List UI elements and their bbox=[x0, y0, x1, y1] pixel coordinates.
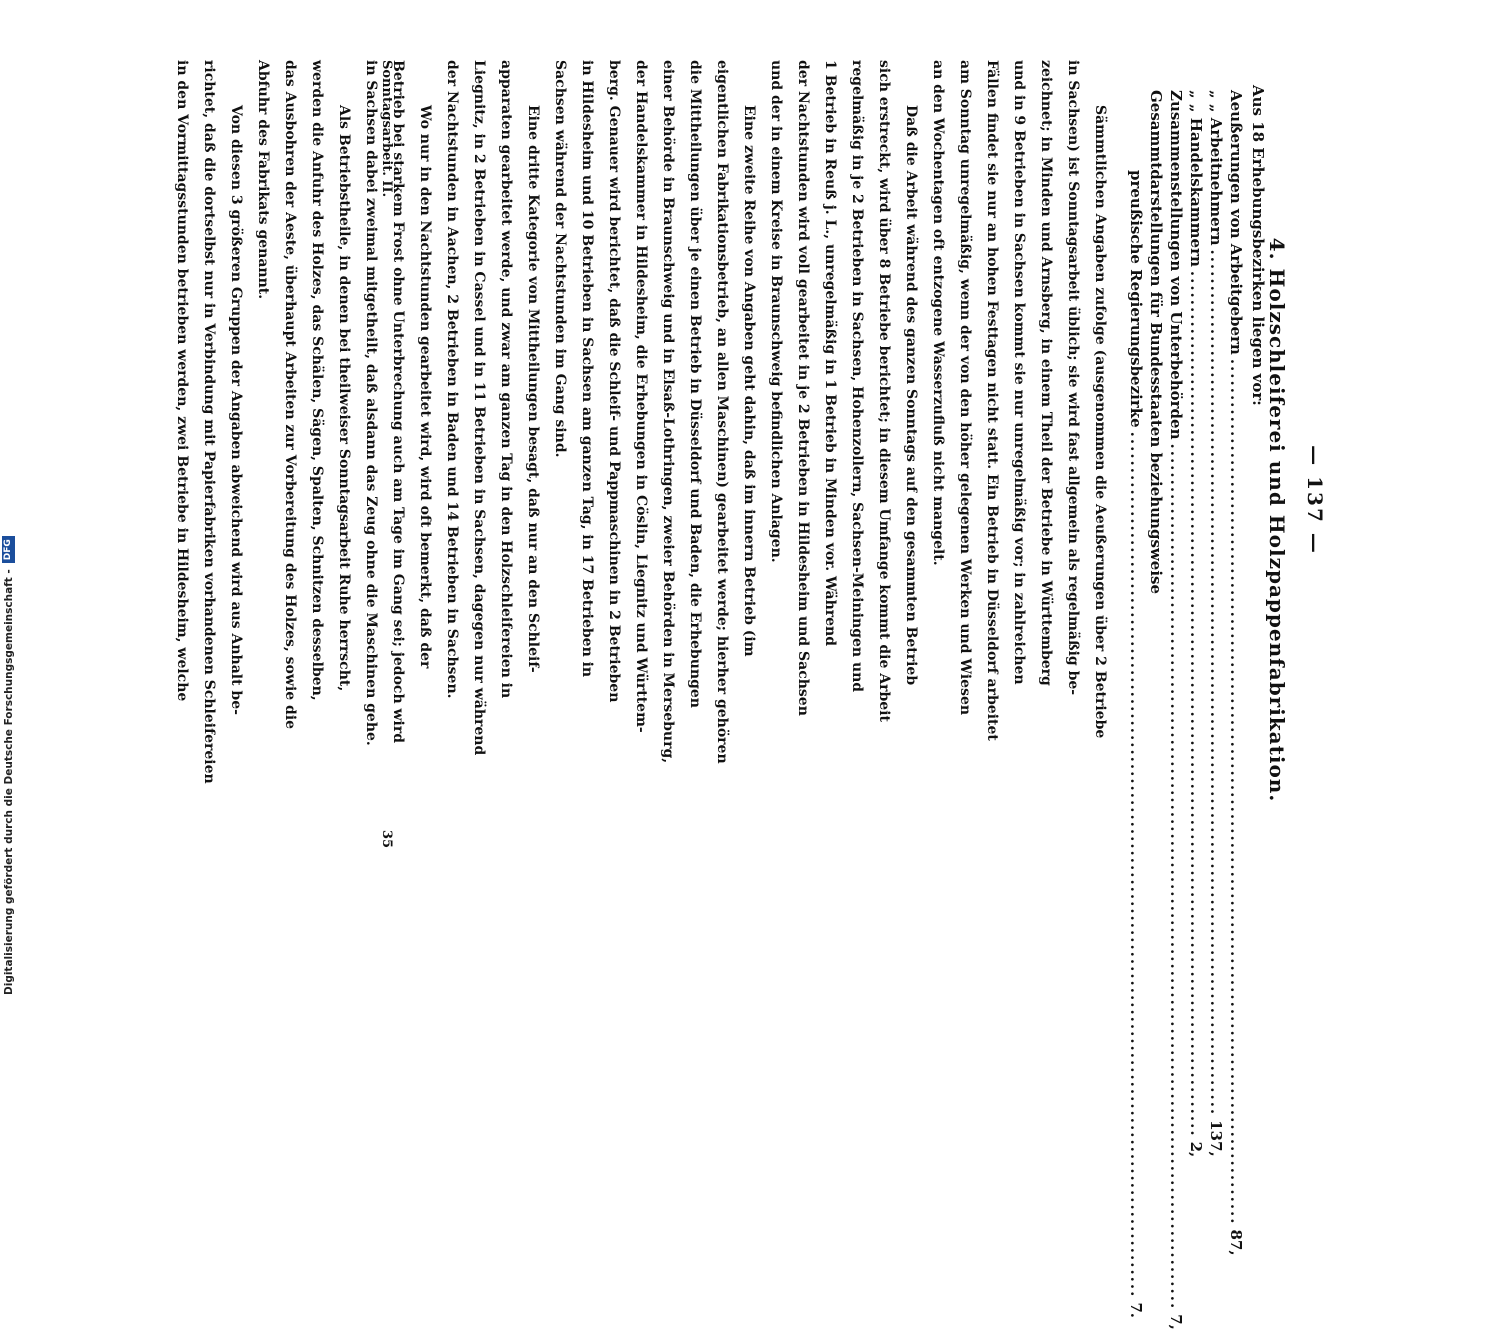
stat-label: „ „ Handelskammern bbox=[1187, 90, 1205, 267]
paragraph bbox=[438, 60, 546, 1005]
text-line: zeichnet; in Minden und Arnsberg, in einem Theil der Betriebe in Württemberg bbox=[1038, 60, 1054, 686]
footer-sheet-number: 35 bbox=[379, 830, 394, 849]
stat-label: „ „ Arbeitnehmern bbox=[1207, 90, 1225, 246]
page-number: — 137 — bbox=[1303, 445, 1327, 555]
text-line: Eine dritte Kategorie von Mittheilungen besagt, daß nur an den Schleif- bbox=[525, 105, 541, 673]
paragraph bbox=[249, 60, 357, 1005]
text-line: das Ausbohren der Aeste, überhaupt Arbeiten zur Vorbereitung des Holzes, sowie die bbox=[282, 60, 298, 730]
text-line: Abfuhr des Fabrikats genannt. bbox=[255, 60, 271, 300]
leader-dots: ........................................................................................................................ bbox=[1167, 443, 1185, 1311]
leader-dots: ........................................................................................................................ bbox=[1127, 431, 1145, 1299]
stat-row bbox=[1183, 90, 1205, 1158]
text-line: Als Betriebstheile, in denen bei theilweiser Sonntagsarbeit Ruhe herrscht, bbox=[336, 105, 352, 692]
text-line: in Sachsen dabei zweimal mitgetheilt, daß alsdann das Zeug ohne die Maschinen gehe. bbox=[363, 60, 379, 746]
scanned-page bbox=[0, 30, 1345, 1330]
leader-dots: ........................................................................................................................ bbox=[1187, 270, 1205, 1138]
paragraph bbox=[924, 60, 1113, 1005]
leader-dots: ........................................................................................................................ bbox=[1207, 249, 1225, 1117]
text-line: sich erstreckt, wird über 8 Betriebe berichtet; in diesem Umfange kommt die Arbeit bbox=[876, 60, 892, 722]
text-line: richtet, daß die dortselbst nur in Verbindung mit Papierfabriken vorhandenen Schleifereien bbox=[201, 60, 217, 784]
text-line: der Nachtstunden wird voll gearbeitet in je 2 Betrieben in Hildesheim und Sachsen bbox=[795, 60, 811, 716]
text-line: einer Behörde in Braunschweig und in Elsaß-Lothringen, zweier Behörden in Merseburg, bbox=[660, 60, 676, 764]
text-line: in Sachsen) ist Sonntagsarbeit üblich; sie wird fast allgemein als regelmäßig be- bbox=[1065, 60, 1081, 696]
text-line: der Handelskammer in Hildesheim, die Erhebungen in Cöslin, Liegnitz und Württem- bbox=[633, 60, 649, 733]
stat-row bbox=[1163, 90, 1185, 1330]
paragraph bbox=[168, 60, 249, 1005]
stat-row bbox=[1223, 90, 1245, 1256]
text-line: und der in einem Kreise in Braunschweig befindlichen Anlagen. bbox=[768, 60, 784, 563]
text-line: Liegnitz, in 2 Betrieben in Cassel und in 11 Betrieben in Sachsen, dagegen nur während bbox=[471, 60, 487, 756]
paragraph bbox=[357, 60, 438, 1005]
text-line: Betrieb bei starkem Frost ohne Unterbrechung auch am Tage im Gang sei; jedoch wird bbox=[390, 60, 406, 744]
intro-line: Aus 18 Erhebungsbezirken liegen vor: bbox=[1249, 85, 1267, 406]
stat-row bbox=[1203, 90, 1225, 1157]
stat-label: Aeußerungen von Arbeitgebern bbox=[1227, 90, 1245, 355]
stat-value: 87, bbox=[1227, 1229, 1245, 1256]
stat-value: 7. bbox=[1127, 1302, 1145, 1319]
text-line: regelmäßig in je 2 Betrieben in Sachsen, Hohenzollern, Sachsen-Meiningen und bbox=[849, 60, 865, 693]
text-line: Von diesen 3 größeren Gruppen der Angaben abweichend wird aus Anhalt be- bbox=[228, 105, 244, 715]
text-line: werden die Anfuhr des Holzes, das Schälen, Sägen, Spalten, Schnitzen desselben, bbox=[309, 60, 325, 701]
text-line: Daß die Arbeit während des ganzen Sonntags auf den gesammten Betrieb bbox=[903, 105, 919, 686]
text-line: 1 Betrieb in Reuß j. L., unregelmäßig in 1 Betrieb in Minden vor. Während bbox=[822, 60, 838, 647]
stat-value: 137, bbox=[1207, 1120, 1225, 1157]
stat-row bbox=[1143, 90, 1163, 830]
text-line: in den Vormittagsstunden betrieben werden, zwei Betriebe in Hildesheim, welche bbox=[174, 60, 190, 702]
stat-label: Gesammtdarstellungen für Bundesstaaten beziehungsweise bbox=[1147, 90, 1165, 595]
text-line: apparaten gearbeitet werde, und zwar am ganzen Tag in den Holzschleifereien in bbox=[498, 60, 514, 699]
stat-value: 2, bbox=[1187, 1141, 1205, 1158]
digitization-credit bbox=[2, 536, 15, 995]
text-line: Sämmtlichen Angaben zufolge (ausgenommen die Aeußerungen über 2 Betriebe bbox=[1092, 105, 1108, 739]
text-line: und in 9 Betrieben in Sachsen kommt sie nur unregelmäßig vor; in zahlreichen bbox=[1011, 60, 1027, 685]
text-line: an den Wochentagen oft entzogene Wasserzufluß nicht mangelt. bbox=[930, 60, 946, 566]
text-line: Sachsen während der Nachtstunden im Gang sind. bbox=[552, 60, 568, 458]
text-line: Fällen findet sie nur an hohen Festtagen nicht statt. Ein Betrieb in Düsseldorf arbeitet bbox=[984, 60, 1000, 741]
dfg-logo: DFG bbox=[2, 536, 15, 563]
leader-dots: ........................................................................................................................ bbox=[1227, 358, 1245, 1226]
text-line: am Sonntag unregelmäßig, wenn der von den höher gelegenen Werken und Wiesen bbox=[957, 60, 973, 716]
paragraph bbox=[546, 60, 762, 1005]
text-line: eigentlichen Fabrikationsbetrieb, an allen Maschinen) gearbeitet werde; hierher gehören bbox=[714, 60, 730, 764]
stat-row bbox=[1123, 170, 1145, 1319]
text-line: in Hildesheim und 10 Betrieben in Sachsen am ganzen Tag, in 17 Betrieben in bbox=[579, 60, 595, 678]
text-line: der Nachtstunden in Aachen, 2 Betrieben in Baden und 14 Betrieben in Sachsen. bbox=[444, 60, 460, 699]
stat-label: Zusammenstellungen von Unterbehörden bbox=[1167, 90, 1185, 440]
credit-text: Digitalisierung gefördert durch die Deutsche Forschungsgemeinschaft - bbox=[2, 569, 15, 995]
section-title: 4. Holzschleiferei und Holzpappenfabrikation. bbox=[1265, 237, 1289, 803]
stat-label: preußische Regierungsbezirke bbox=[1127, 170, 1145, 428]
text-line: die Mittheilungen über je einen Betrieb in Düsseldorf und Baden, die Erhebungen bbox=[687, 60, 703, 708]
stat-value: 7, bbox=[1167, 1314, 1185, 1330]
text-line: Wo nur in den Nachtstunden gearbeitet wird, wird oft bemerkt, daß der bbox=[417, 105, 433, 669]
text-line: berg. Genauer wird berichtet, daß die Schleif- und Pappmaschinen in 2 Betrieben bbox=[606, 60, 622, 703]
text-line: Eine zweite Reihe von Angaben geht dahin, daß im innern Betrieb (im bbox=[741, 105, 757, 657]
footer-signature: Sonntagsarbeit. II. bbox=[379, 60, 394, 198]
paragraph bbox=[762, 60, 924, 1005]
